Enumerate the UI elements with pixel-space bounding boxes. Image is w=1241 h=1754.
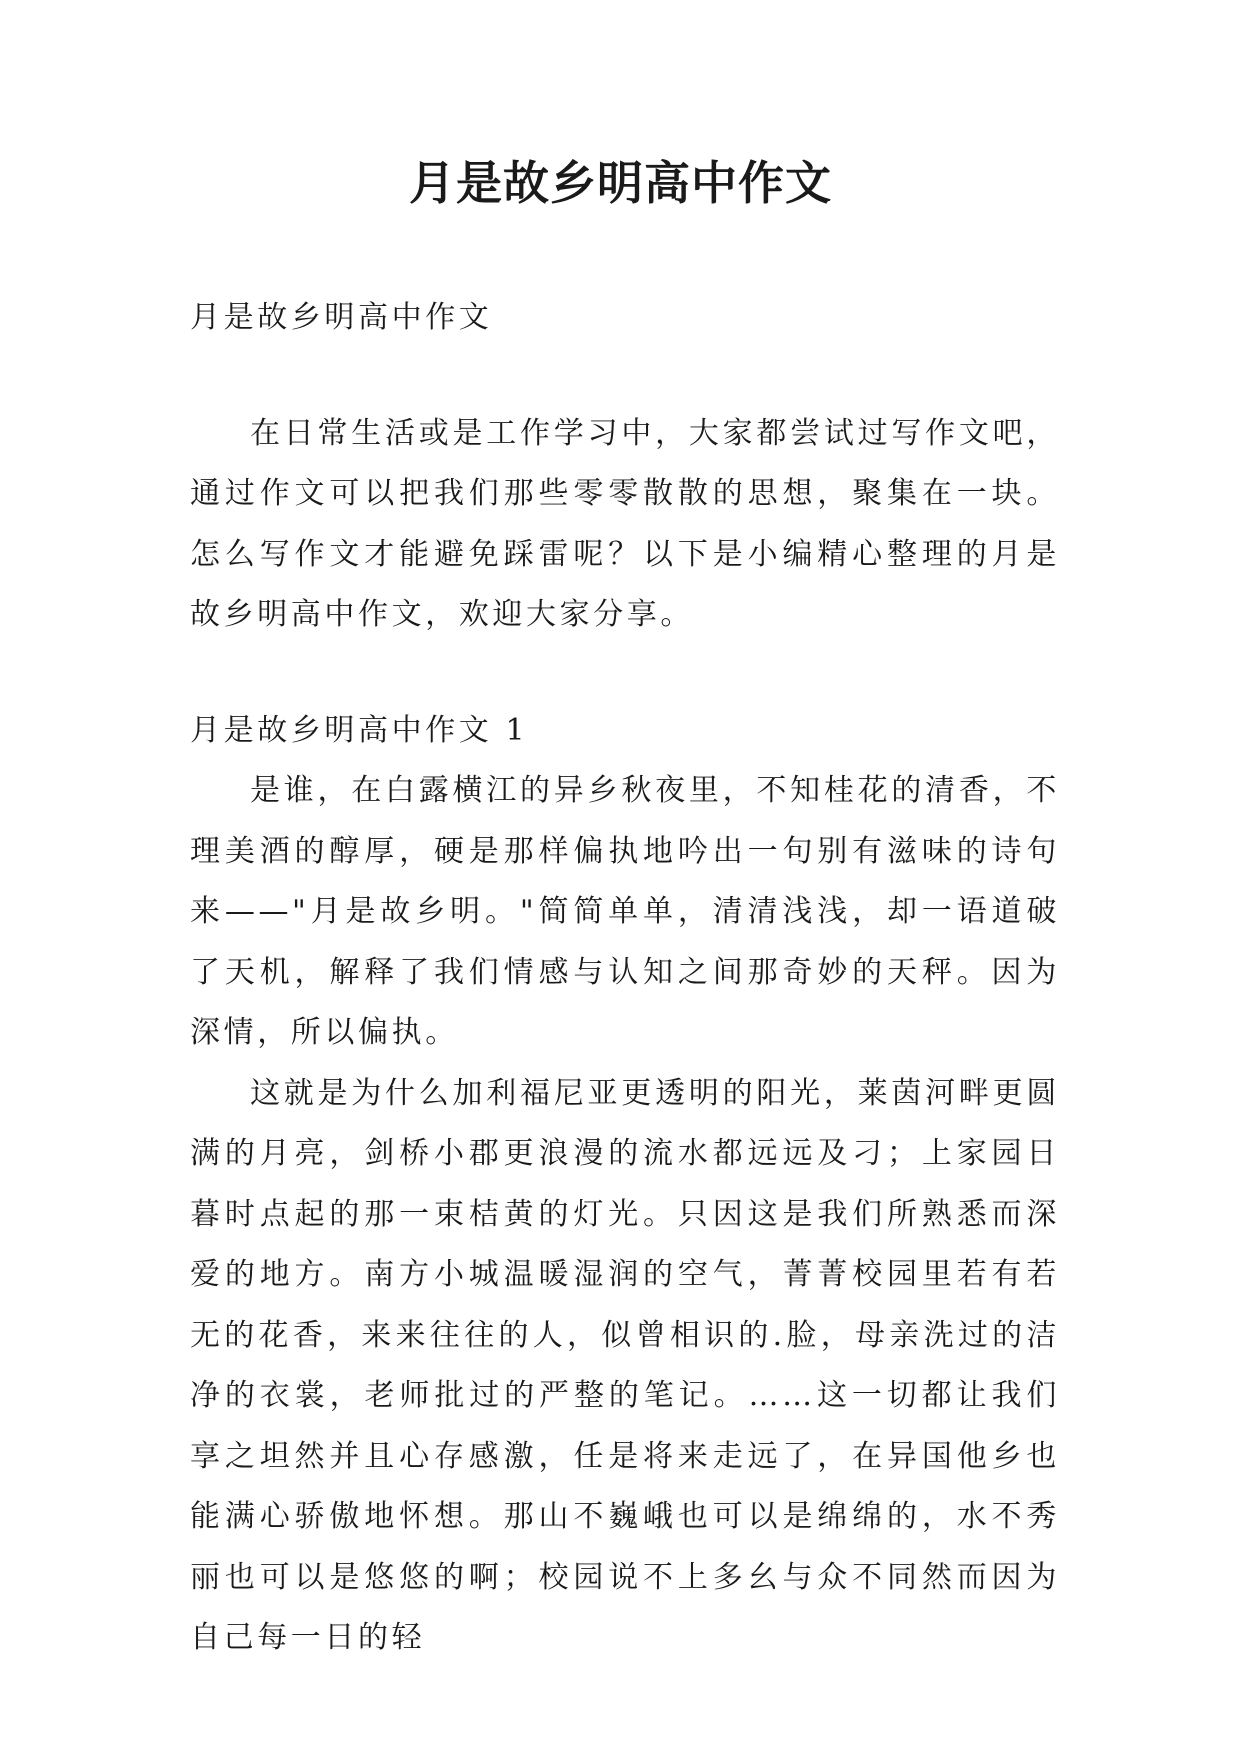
- document-title: 月是故乡明高中作文: [409, 156, 832, 210]
- essay-paragraph-1: 是谁，在白露横江的异乡秋夜里，不知桂花的清香，不理美酒的醇厚，硬是那样偏执地吟出一句别有滋味的诗句来——"月是故乡明。"简简单单，清清浅浅，却一语道破了天机，解释了我们情感与认知之间那奇妙的天秤。因为深情，所以偏执。: [190, 773, 1060, 1050]
- intro-paragraph: 在日常生活或是工作学习中，大家都尝试过写作文吧，通过作文可以把我们那些零零散散的思想，聚集在一块。怎么写作文才能避免踩雷呢？以下是小编精心整理的月是故乡明高中作文，欢迎大家分享。: [190, 415, 1060, 632]
- document-body: [190, 288, 1060, 1669]
- section-heading: 月是故乡明高中作文 1: [190, 712, 529, 748]
- document-subtitle: 月是故乡明高中作文: [190, 300, 493, 335]
- essay-paragraph-2: 这就是为什么加利福尼亚更透明的阳光，莱茵河畔更圆满的月亮，剑桥小郡更浪漫的流水都远远及刁；上家园日暮时点起的那一束桔黄的灯光。只因这是我们所熟悉而深爱的地方。南方小城温暖湿润的空气，菁菁校园里若有若无的花香，来来往往的人，似曾相识的.脸，母亲洗过的洁净的衣裳，老师批过的严整的笔记。……这一切都让我们享之坦然并且心存感激，任是将来走远了，在异国他乡也能满心骄傲地怀想。那山不巍峨也可以是绵绵的，水不秀丽也可以是悠悠的啊；校园说不上多幺与众不同然而因为自己每一日的轻: [190, 1075, 1060, 1655]
